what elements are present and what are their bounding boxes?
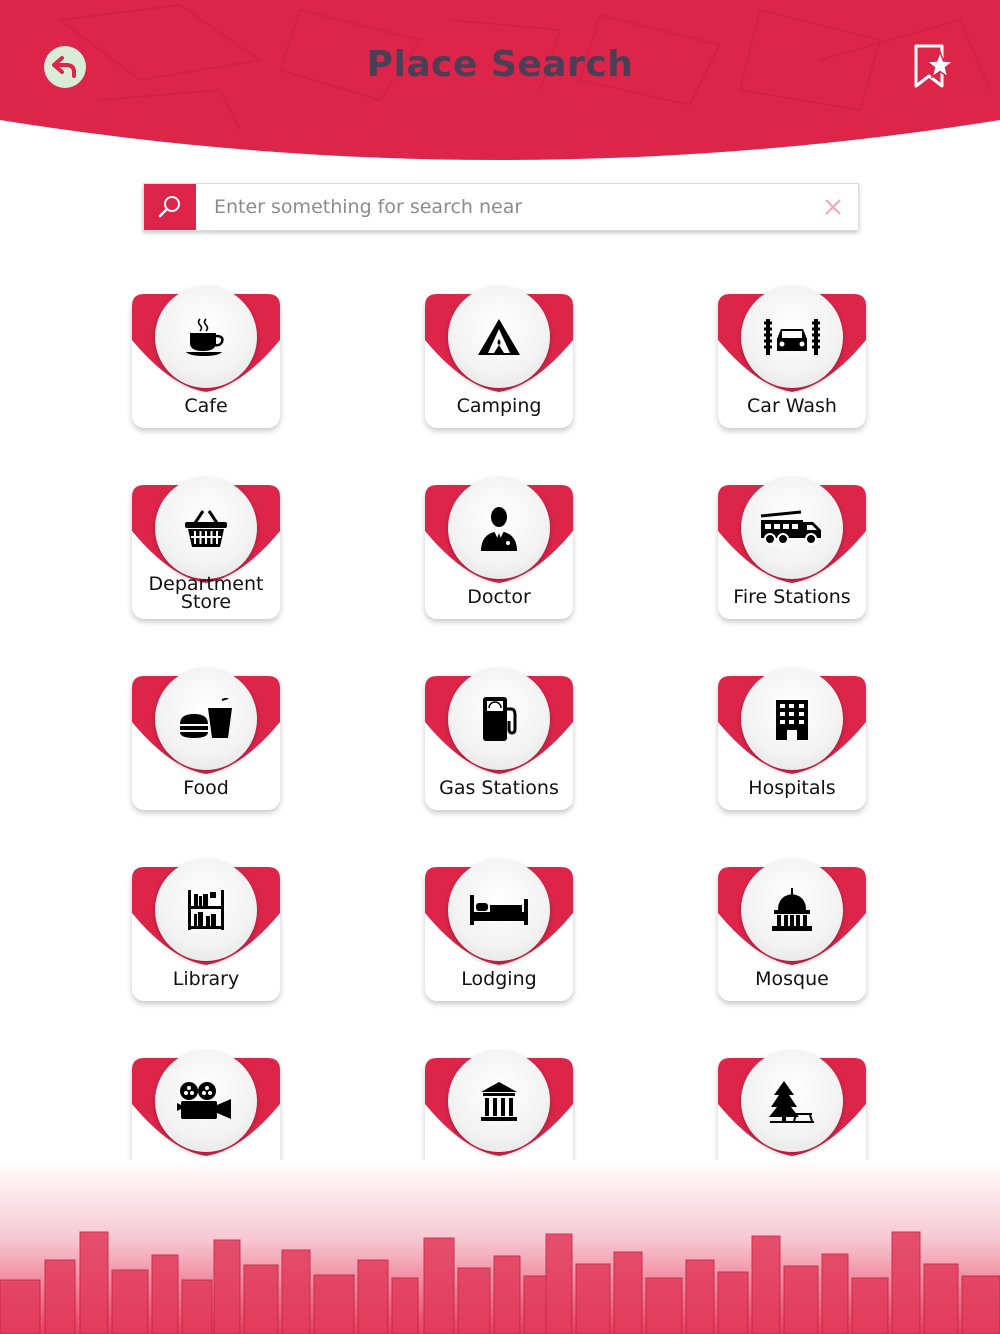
category-card-hospitals[interactable] [718, 676, 866, 810]
category-icon-circle [155, 859, 257, 961]
bookshelf-icon [186, 888, 226, 932]
bed-icon [468, 893, 530, 927]
clear-search-button[interactable] [820, 194, 846, 220]
category-label: Lodging [461, 968, 537, 990]
category-card-fire-stations[interactable] [718, 485, 866, 619]
category-label: Mosque [755, 968, 829, 990]
hospital-building-icon [772, 698, 812, 740]
search-icon [157, 194, 183, 220]
category-card-department-store[interactable] [132, 485, 280, 619]
category-icon-circle [155, 668, 257, 770]
category-card-gas-stations[interactable] [425, 676, 573, 810]
shopping-basket-icon [183, 507, 229, 549]
header-bar [0, 0, 1000, 168]
category-icon-circle [155, 477, 257, 579]
mosque-icon [770, 888, 814, 932]
category-label: Camping [456, 395, 542, 417]
category-card-mosque[interactable] [718, 867, 866, 1001]
doctor-icon [479, 505, 519, 551]
category-label: Cafe [184, 395, 228, 417]
category-icon-circle [741, 1050, 843, 1152]
cafe-icon [184, 317, 228, 357]
category-label: Doctor [467, 586, 531, 608]
fire-truck-icon [759, 510, 825, 546]
category-label: Hospitals [748, 777, 836, 799]
category-icon-circle [741, 859, 843, 961]
category-card-camping[interactable] [425, 294, 573, 428]
category-icon-circle [448, 477, 550, 579]
category-label: Car Wash [747, 395, 837, 417]
park-tree-icon [768, 1079, 816, 1123]
category-icon-circle [741, 286, 843, 388]
search-input[interactable] [214, 190, 804, 224]
city-skyline-decoration [0, 1160, 1000, 1334]
category-label: Food [183, 777, 229, 799]
category-card-cafe[interactable] [132, 294, 280, 428]
search-bar [143, 183, 859, 231]
category-icon-circle [448, 668, 550, 770]
car-wash-icon [764, 315, 820, 359]
page-title: Place Search [366, 44, 634, 85]
category-icon-circle [741, 477, 843, 579]
search-button[interactable] [144, 184, 196, 230]
category-card-doctor[interactable] [425, 485, 573, 619]
favorites-button[interactable] [912, 44, 958, 90]
movie-camera-icon [177, 1081, 235, 1121]
category-icon-circle [448, 1050, 550, 1152]
category-icon-circle [155, 1050, 257, 1152]
category-card-food[interactable] [132, 676, 280, 810]
category-label: Gas Stations [439, 777, 559, 799]
category-card-car-wash[interactable] [718, 294, 866, 428]
category-card-library[interactable] [132, 867, 280, 1001]
category-icon-circle [155, 286, 257, 388]
category-label: Department Store [148, 573, 264, 613]
fast-food-icon [178, 698, 234, 740]
camping-tent-icon [476, 317, 522, 357]
fuel-pump-icon [479, 695, 519, 743]
category-label: Library [172, 968, 240, 990]
close-icon [824, 198, 842, 216]
museum-icon [479, 1080, 519, 1122]
category-label: Fire Stations [733, 586, 851, 608]
category-icon-circle [448, 286, 550, 388]
category-icon-circle [741, 668, 843, 770]
bookmark-star-icon [912, 44, 958, 90]
category-card-lodging[interactable] [425, 867, 573, 1001]
category-icon-circle [448, 859, 550, 961]
